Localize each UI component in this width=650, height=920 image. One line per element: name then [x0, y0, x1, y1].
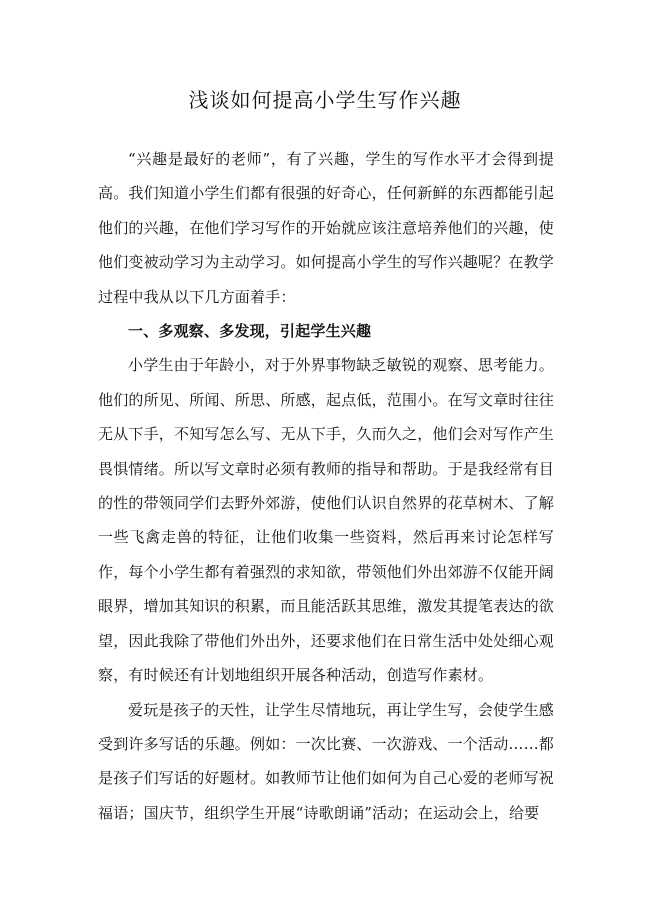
section-heading-1: 一、多观察、多发现，引起学生兴趣 — [128, 322, 372, 341]
paragraph-play: 爱玩是孩子的天性，让学生尽情地玩，再让学生写，会使学生感受到许多写话的乐趣。例如：一次比赛、一次游戏、一个活动……都是孩子们写话的好题材。如教师节让他们如何为自己心爱的老师写祝福语；国庆节，组织学生开展“诗歌朗诵”活动；在运动会上，给要 — [98, 700, 555, 822]
document-title: 浅谈如何提高小学生写作兴趣 — [188, 88, 462, 112]
paragraph-intro: “兴趣是最好的老师”，有了兴趣，学生的写作水平才会得到提高。我们知道小学生们都有很强的好奇心，任何新鲜的东西都能引起他们的兴趣，在他们学习写作的开始就应该注意培养他们的兴趣，使他们变被动学习为主动学习。如何提高小学生的写作兴趣呢？在教学过程中我从以下几方面着手： — [98, 150, 555, 306]
paragraph-observation: 小学生由于年龄小，对于外界事物缺乏敏锐的观察、思考能力。他们的所见、所闻、所思、所感，起点低，范围小。在写文章时往往无从下手，不知写怎么写、无从下手，久而久之，他们会对写作产生畏惧情绪。所以写文章时必须有教师的指导和帮助。于是我经常有目的性的带领同学们去野外郊游，使他们认识自然界的花草树木、了解一些飞禽走兽的特征，让他们收集一些资料，然后再来讨论怎样写作，每个小学生都有着强烈的求知欲，带领他们外出郊游不仅能开阔眼界，增加其知识的积累，而且能活跃其思维，激发其提笔表达的欲望，因此我除了带他们外出外，还要求他们在日常生活中处处细心观察，有时候还有计划地组织开展各种活动，创造写作素材。 — [98, 356, 555, 685]
document-body — [98, 142, 554, 830]
